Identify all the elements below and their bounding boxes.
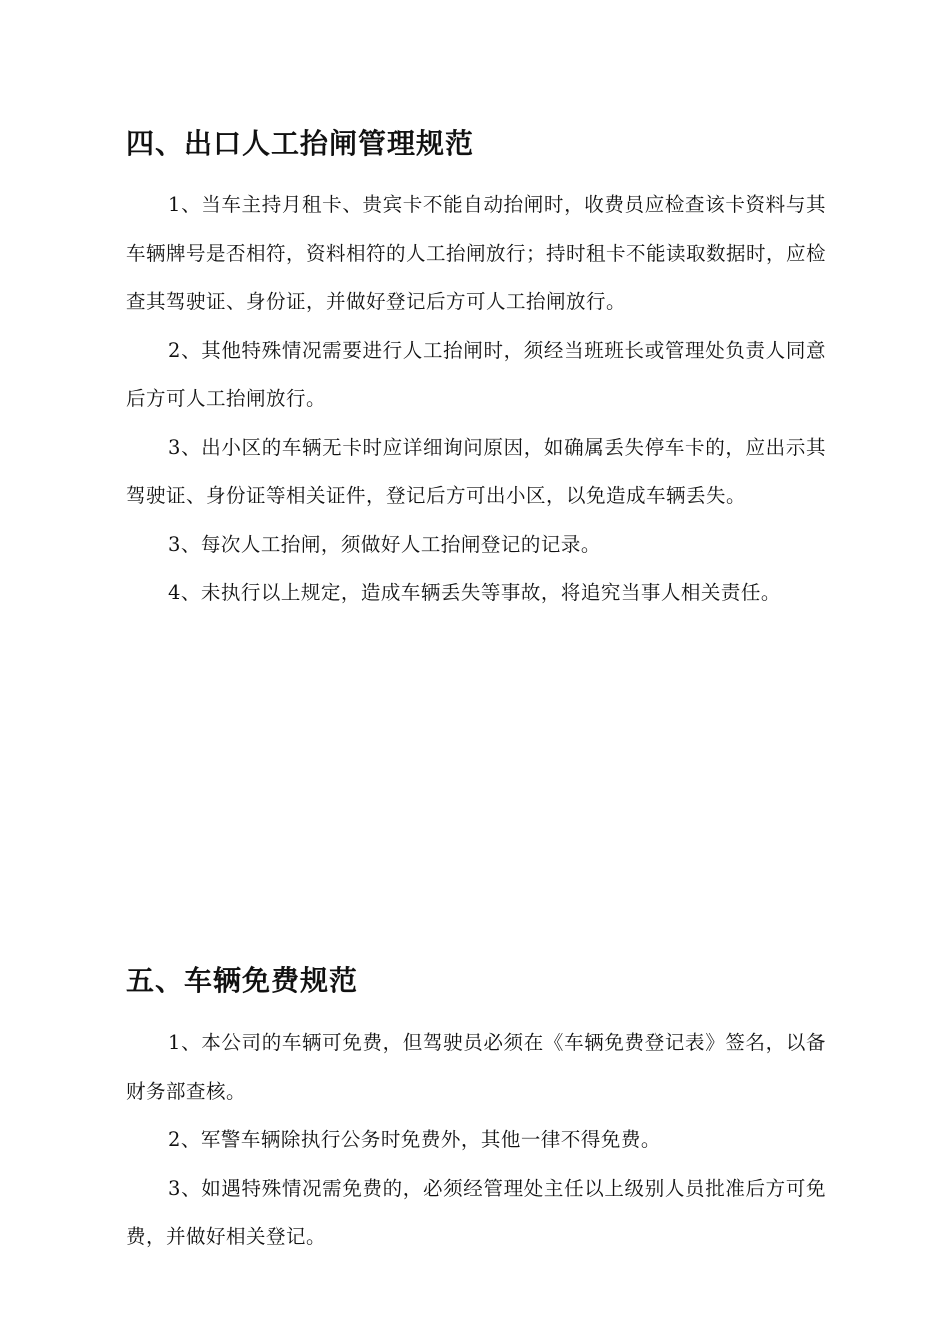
- paragraph: 1、本公司的车辆可免费，但驾驶员必须在《车辆免费登记表》签名，以备财务部查核。: [126, 1031, 826, 1103]
- section-heading: 五、车辆免费规范: [126, 964, 359, 997]
- section-exit-manual-gate: [126, 120, 826, 618]
- paragraph: 3、出小区的车辆无卡时应详细询问原因，如确属丢失停车卡的，应出示其驾驶证、身份证等相关证件，登记后方可出小区，以免造成车辆丢失。: [126, 435, 826, 507]
- paragraph: 2、军警车辆除执行公务时免费外，其他一律不得免费。: [168, 1128, 661, 1151]
- section-heading: 四、出口人工抬闸管理规范: [126, 127, 475, 160]
- paragraph: 2、其他特殊情况需要进行人工抬闸时，须经当班班长或管理处负责人同意后方可人工抬闸放行。: [126, 338, 826, 410]
- paragraph: 4、未执行以上规定，造成车辆丢失等事故，将追究当事人相关责任。: [168, 581, 781, 604]
- paragraph: 3、每次人工抬闸，须做好人工抬闸登记的记录。: [168, 532, 601, 556]
- paragraph: 1、当车主持月租卡、贵宾卡不能自动抬闸时，收费员应检查该卡资料与其车辆牌号是否相符，资料相符的人工抬闸放行；持时租卡不能读取数据时，应检查其驾驶证、身份证，并做好登记后方可人工抬闸放行。: [126, 193, 827, 313]
- section-vehicle-free-pass: [126, 957, 826, 1262]
- paragraph: 3、如遇特殊情况需免费的，必须经管理处主任以上级别人员批准后方可免费，并做好相关登记。: [126, 1176, 826, 1248]
